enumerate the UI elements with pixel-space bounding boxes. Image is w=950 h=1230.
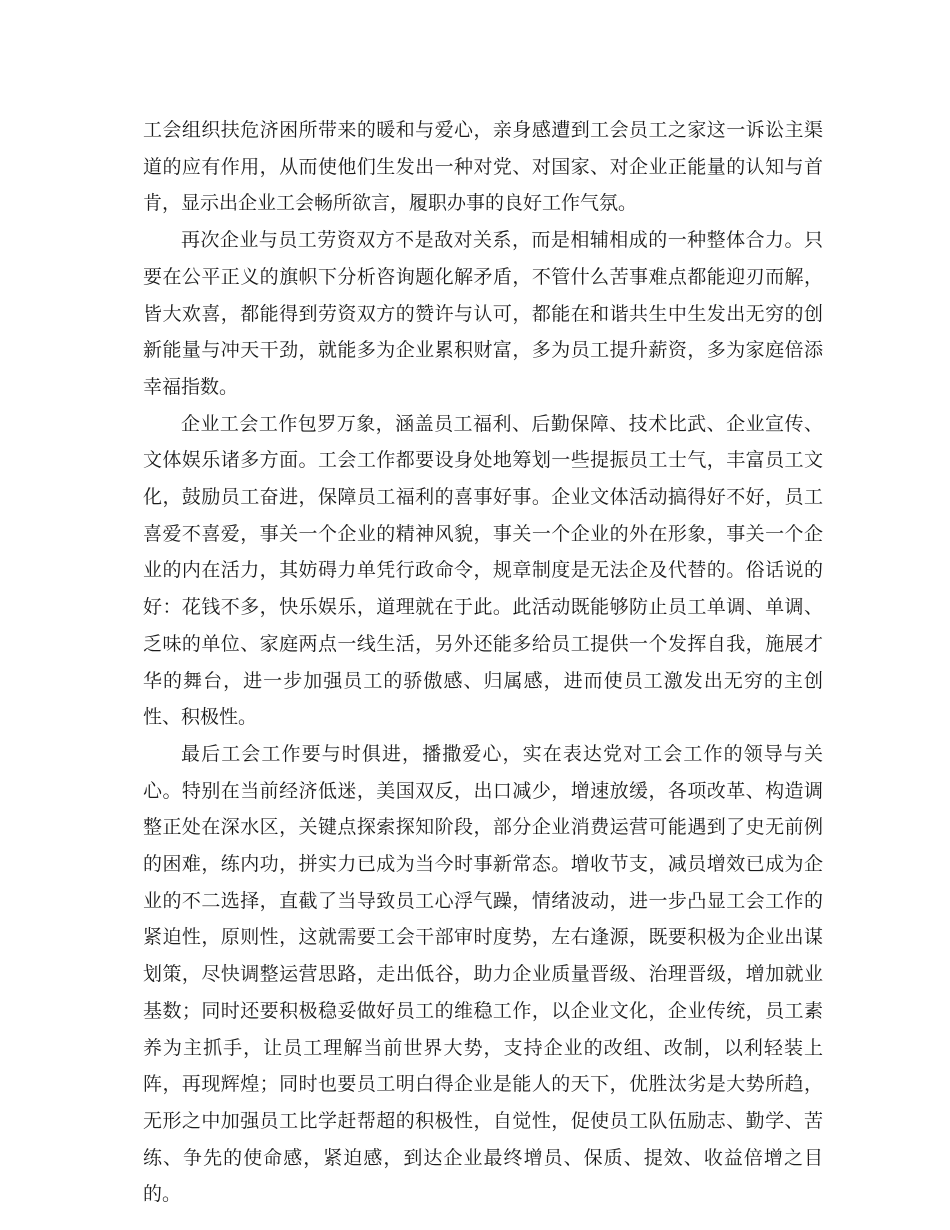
- paragraph-4: 最后工会工作要与时俱进，播撒爱心，实在表达党对工会工作的领导与关心。特别在当前经济低迷，美国双反，出口减少，增速放缓，各项改革、构造调整正处在深水区，关键点探索探知阶段，部分企业消费运营可能遇到了史无前例的困难，练内功，拼实力已成为当今时事新常态。增收节支，减员增效已成为企业的不二选择，直截了当导致员工心浮气躁，情绪波动，进一步凸显工会工作的紧迫性，原则性，这就需要工会干部审时度势，左右逢源，既要积极为企业出谋划策，尽快调整运营思路，走出低谷，助力企业质量晋级、治理晋级，增加就业基数；同时还要积极稳妥做好员工的维稳工作，以企业文化，企业传统，员工素养为主抓手，让员工理解当前世界大势，支持企业的改组、改制，以利轻装上阵，再现辉煌；同时也要员工明白得企业是能人的天下，优胜汰劣是大势所趋，无形之中加强员工比学赶帮超的积极性，自觉性，促使员工队伍励志、勤学、苦练、争先的使命感，紧迫感，到达企业最终增员、保质、提效、收益倍增之目的。: [143, 742, 823, 1206]
- document-body: [143, 112, 823, 1213]
- paragraph-3: 企业工会工作包罗万象，涵盖员工福利、后勤保障、技术比武、企业宣传、文体娱乐诸多方面。工会工作都要设身处地筹划一些提振员工士气，丰富员工文化，鼓励员工奋进，保障员工福利的喜事好事。企业文体活动搞得好不好，员工喜爱不喜爱，事关一个企业的精神风貌，事关一个企业的外在形象，事关一个企业的内在活力，其妨碍力单凭行政命令，规章制度是无法企及代替的。俗话说的好：花钱不多，快乐娱乐，道理就在于此。此活动既能够防止员工单调、单调、乏味的单位、家庭两点一线生活，另外还能多给员工提供一个发挥自我，施展才华的舞台，进一步加强员工的骄傲感、归属感，进而使员工激发出无穷的主创性、积极性。: [143, 412, 823, 729]
- paragraph-2: 再次企业与员工劳资双方不是敌对关系，而是相辅相成的一种整体合力。只要在公平正义的旗帜下分析咨询题化解矛盾，不管什么苦事难点都能迎刃而解，皆大欢喜，都能得到劳资双方的赞许与认可，都能在和谐共生中生发出无穷的创新能量与冲天干劲，就能多为企业累积财富，多为员工提升薪资，多为家庭倍添幸福指数。: [143, 229, 823, 398]
- paragraph-1: 工会组织扶危济困所带来的暖和与爱心，亲身感遭到工会员工之家这一诉讼主渠道的应有作用，从而使他们生发出一种对党、对国家、对企业正能量的认知与首肯，显示出企业工会畅所欲言，履职办事的良好工作气氛。: [143, 119, 823, 215]
